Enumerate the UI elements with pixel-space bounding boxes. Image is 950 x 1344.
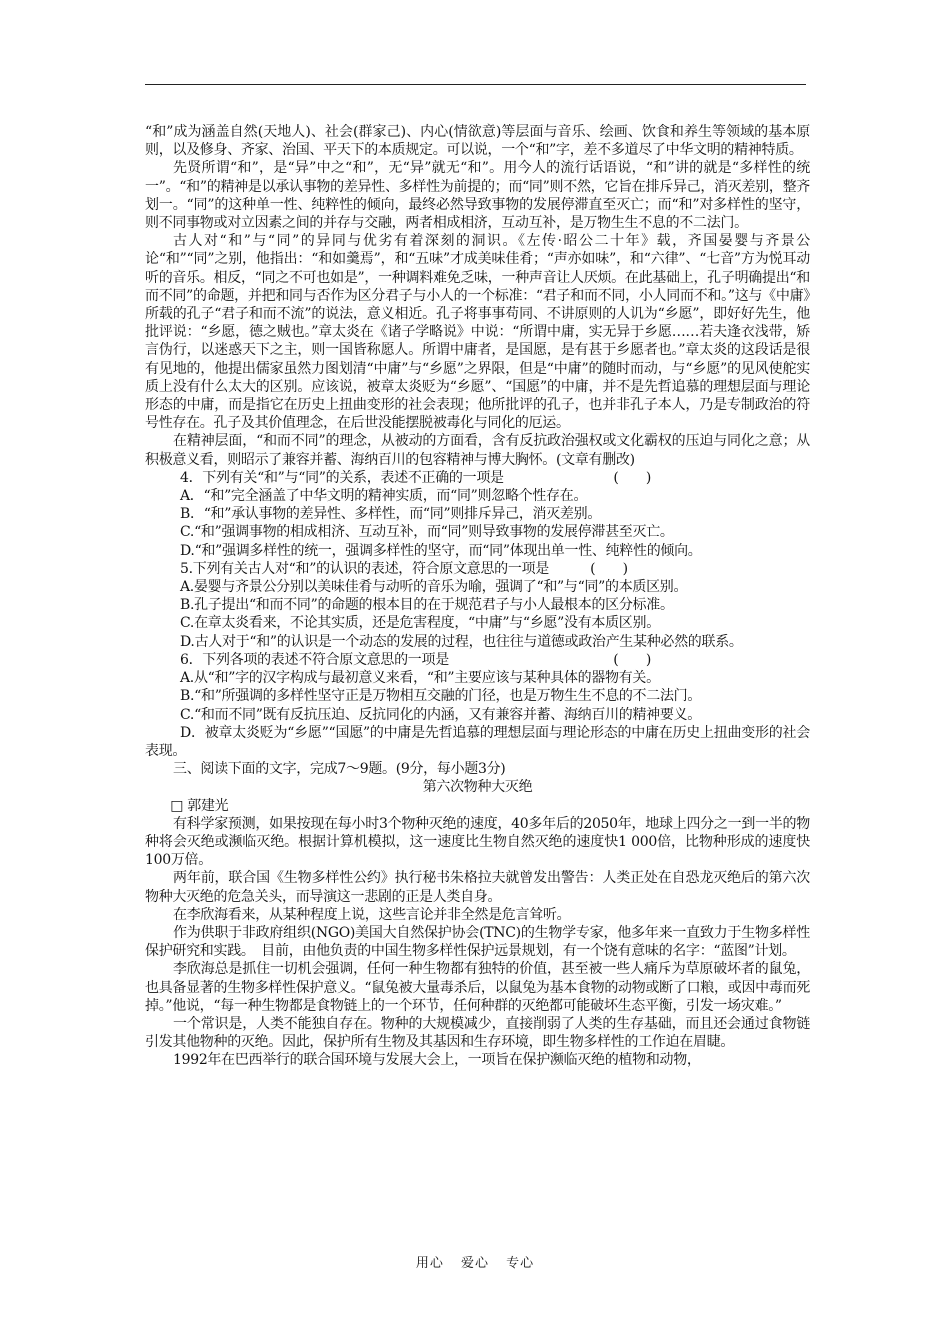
paragraph: 作为供职于非政府组织(NGO)美国大自然保护协会(TNC)的生物学专家，他多年来一直致力于生物多样性保护研究和实践。 目前，由他负责的中国生物多样性保护远景规划，有一个饶有意味的名字：“蓝图”计划。 (145, 924, 810, 960)
header-rule (145, 84, 806, 85)
question-5-option-c: C.在章太炎看来，不论其实质，还是危害程度，“中庸”与“乡愿”没有本质区别。 (180, 615, 660, 632)
paragraph: 先贤所谓“和”，是“异”中之“和”，无“异”就无“和”。用今人的流行话语说，“和”讲的就是“多样性的统一”。“和”的精神是以承认事物的差异性、多样性为前提的；而“同”则不然，它旨在排斥异己，消灭差别，整齐划一。“同”的这种单一性、纯粹性的倾向，最终必然导致事物的发展停滞直至灭亡；而“和”对多样性的坚守，则不同事物或对立因素之间的并存与交融，两者相成相济，互动互补，是万物生生不息的不二法门。 (145, 160, 810, 232)
paragraph: 一个常识是，人类不能独自存在。物种的大规模减少，直接削弱了人类的生存基础，而且还会通过食物链引发其他物种的灭绝。因此，保护所有生物及其基因和生存环境，即生物多样性的工作迫在眉睫。 (145, 1015, 810, 1051)
paragraph: “和”成为涵盖自然(天地人)、社会(群家己)、内心(情欲意)等层面与音乐、绘画、饮食和养生等领域的基本原则，以及修身、齐家、治国、平天下的本质规定。可以说，一个“和”字，差不多道尽了中华文明的精神特质。 (145, 124, 810, 159)
question-4-option-b: B．“和”承认事物的差异性、多样性，而“同”则排斥异己，消灭差别。 (180, 506, 602, 523)
paragraph: 两年前，联合国《生物多样性公约》执行秘书朱格拉夫就曾发出警告：人类正处在自恐龙灭绝后的第六次物种大灭绝的危急关头，而导演这一悲剧的正是人类自身。 (145, 870, 810, 905)
paragraph: 在精神层面，“和而不同”的理念，从被动的方面看，含有反抗政治强权或文化霸权的压迫与同化之意；从积极意义看，则昭示了兼容并蓄、海纳百川的包容精神与博大胸怀。(文章有删改) (145, 433, 810, 468)
question-6-option-d: D．被章太炎贬为“乡愿”“国愿”的中庸是先哲追慕的理想层面与理论形态的中庸在历史上扭曲变形的社会表现。 (145, 724, 810, 759)
paragraph: 在李欣海看来，从某种程度上说，这些言论并非全然是危言耸听。 (173, 906, 571, 923)
question-6-option-c: C.“和而不同”既有反抗压迫、反抗同化的内涵，又有兼容并蓄、海纳百川的精神要义。 (180, 706, 701, 723)
section-heading: 三、阅读下面的文字，完成7～9题。(9分，每小题3分) (173, 761, 506, 778)
document-body (145, 123, 810, 1070)
question-6: 6．下列各项的表述不符合原文意思的一项是 ( ) (180, 651, 652, 668)
question-6-option-a: A.从“和”字的汉字构成与最初意义来看，“和”主要应该与某种具体的器物有关。 (180, 670, 660, 687)
paragraph: 李欣海总是抓住一切机会强调，任何一种生物都有独特的价值，甚至被一些人痛斥为草原破坏者的鼠兔，也具备显著的生物多样性保护意义。“鼠兔被大量毒杀后，以鼠兔为基本食物的动物或断了口粮，或因中毒而死掉。”他说，“每一种生物都是食物链上的一个环节，任何种群的灭绝都可能破坏生态平衡，引发一场灾难。” (145, 961, 810, 1014)
paragraph: 古人对“和”与“同”的异同与优劣有着深刻的洞识。《左传·昭公二十年》载，齐国晏婴与齐景公论“和”“同”之别，他指出：“和如羹焉”，和“五味”才成美味佳肴；“声亦如味”，和“六律”、“七音”方为悦耳动听的音乐。相反，“同之不可也如是”，一种调料难免乏味，一种声音让人厌烦。在此基础上，孔子明确提出“和而不同”的命题，并把和同与否作为区分君子与小人的一个标准：“君子和而不同，小人同而不和。”这与《中庸》所载的孔子“君子和而不流”的说法，意义相近。孔子将事事苟同、不讲原则的人讥为“乡愿”，即好好先生，他批评说：“乡愿，德之贼也。”章太炎在《诸子学略说》中说：“所谓中庸，实无异于乡愿……若夫逢衣浅带，矫言伪行，以迷惑天下之主，则一国皆称愿人。所谓中庸者，是国愿，是有甚于乡愿者也。”章太炎的这段话是很有见地的，他提出儒家虽然力图划清“中庸”与“乡愿”之界限，但是“中庸”的随时而动，与“乡愿”的见风使舵实质上没有什么太大的区别。应该说，被章太炎贬为“乡愿”、“国愿”的中庸，并不是先哲追慕的理想层面与理论形态的中庸，而是指它在历史上扭曲变形的社会表现；他所批评的孔子，也并非孔子本人，乃是专制政治的符号性存在。孔子及其价值理念，在后世没能摆脱被毒化与同化的厄运。 (145, 233, 810, 432)
question-5-option-a: A.晏婴与齐景公分别以美味佳肴与动听的音乐为喻，强调了“和”与“同”的本质区别。 (180, 579, 688, 596)
page-footer: 用心 爱心 专心 (415, 1256, 535, 1271)
question-4: 4．下列有关“和”与“同”的关系，表述不正确的一项是 ( ) (180, 469, 652, 486)
paragraph: 有科学家预测，如果按现在每小时3个物种灭绝的速度，40多年后的2050年，地球上四分之一到一半的物种将会灭绝或濒临灭绝。根据计算机模拟，这一速度比生物自然灭绝的速度快1 000倍，比物种形成的速度快100万倍。 (145, 815, 810, 869)
article-title: 第六次物种大灭绝 (422, 779, 533, 796)
question-4-option-a: A．“和”完全涵盖了中华文明的精神实质，而“同”则忽略个性存在。 (180, 488, 588, 505)
question-4-option-c: C.“和”强调事物的相成相济、互动互补，而“同”则导致事物的发展停滞甚至灭亡。 (180, 524, 674, 541)
question-6-option-b: B.“和”所强调的多样性坚守正是万物相互交融的门径，也是万物生生不息的不二法门。 (180, 688, 702, 705)
article-author: □ 郭建光 (170, 797, 229, 814)
question-5-option-b: B.孔子提出“和而不同”的命题的根本目的在于规范君子与小人最根本的区分标准。 (180, 597, 674, 614)
paragraph: 1992年在巴西举行的联合国环境与发展大会上，一项旨在保护濒临灭绝的植物和动物， (173, 1052, 701, 1069)
question-5: 5.下列有关古人对“和”的认识的表述，符合原文意思的一项是 ( ) (180, 560, 628, 577)
question-4-option-d: D.“和”强调多样性的统一，强调多样性的坚守，而“同”体现出单一性、纯粹性的倾向。 (180, 542, 702, 559)
question-5-option-d: D.古人对于“和”的认识是一个动态的发展的过程，也往往与道德或政治产生某种必然的联系。 (180, 633, 743, 650)
